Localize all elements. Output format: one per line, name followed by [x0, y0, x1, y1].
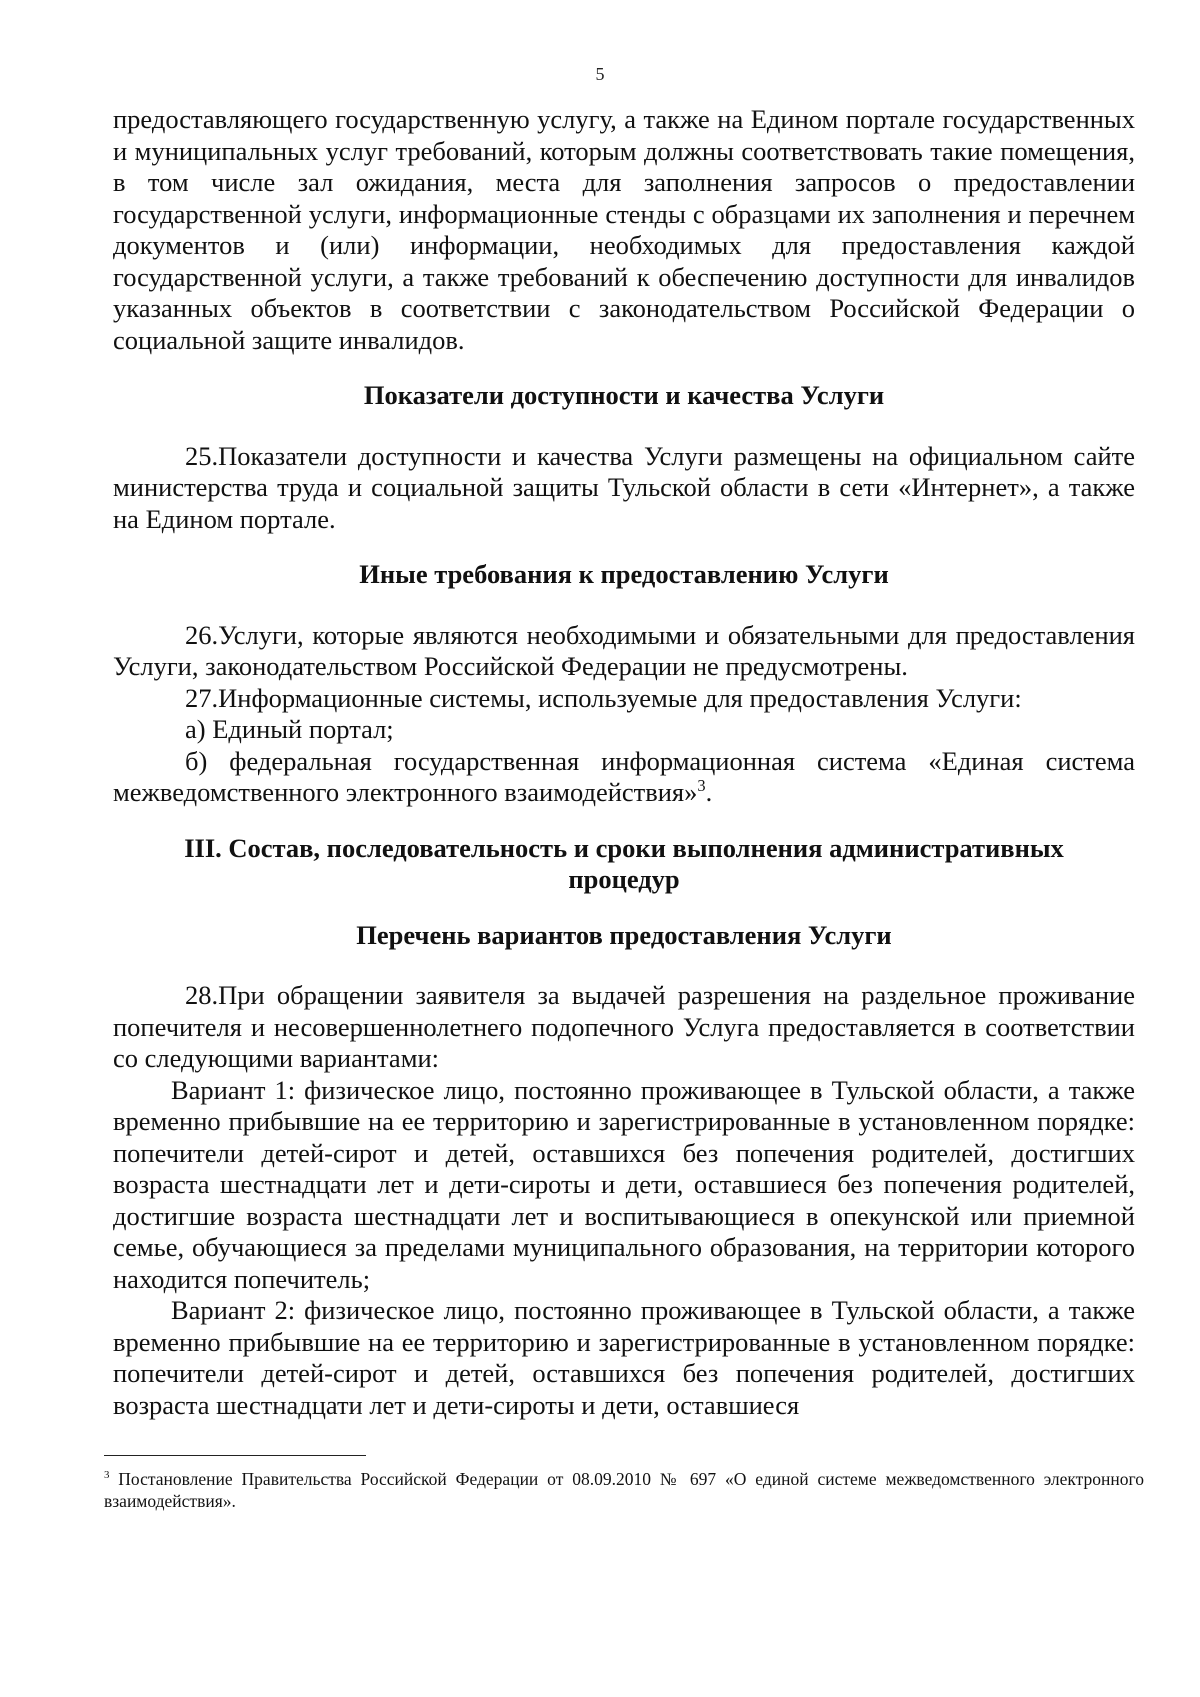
section-heading-iii — [113, 833, 1135, 896]
footnote-number: 3 — [104, 1469, 110, 1482]
footnote — [104, 1468, 1144, 1512]
list-item-b — [113, 746, 1135, 809]
list-item-b-text: б) федеральная государственная информационная система «Единая система межведомственного электронного взаимодействия» — [113, 745, 1135, 807]
paragraph-25: 25.Показатели доступности и качества Услуги размещены на официальном сайте министерства труда и социальной защиты Тульской области в сети «Интернет», а также на Едином портале. — [113, 440, 1135, 534]
footnote-text: Постановление Правительства Российской Федерации от 08.09.2010 № 697 «О единой системе межведомственного электронного взаимодействия». — [104, 1469, 1144, 1511]
page-number: 5 — [595, 64, 605, 84]
list-item-a: а) Единый портал; — [185, 714, 394, 744]
heading-other-requirements: Иные требования к предоставлению Услуги — [359, 559, 889, 589]
footnote-divider — [104, 1455, 366, 1456]
list-item-b-end: . — [705, 777, 713, 807]
section-heading-line-2: процедур — [568, 864, 680, 894]
section-heading-line-1: III. Состав, последовательность и сроки выполнения административных — [184, 832, 1064, 863]
footnote-reference[interactable]: 3 — [697, 776, 706, 796]
heading-accessibility-quality: Показатели доступности и качества Услуги — [363, 380, 885, 410]
variant-2: Вариант 2: физическое лицо, постоянно проживающее в Тульской области, а также временно прибывшие на ее территорию и зарегистрированные в установленном порядке: попечители детей-сирот и детей, оставшихся без попечения родителей, достигших возраста шестнадцати лет и дети-сироты и дети, оставшиеся — [113, 1295, 1135, 1420]
paragraph-28: 28.При обращении заявителя за выдачей разрешения на раздельное проживание попечителя и несовершеннолетнего подопечного Услуга предоставляется в соответствии со следующими вариантами: — [113, 980, 1135, 1073]
document-body — [113, 104, 1135, 1421]
paragraph-continuation: предоставляющего государственную услугу, а также на Едином портале государственных и муниципальных услуг требований, которым должны соответствовать такие помещения, в том числе зал ожидания, места для заполнения запросов о предоставлении государственной услуги, информационные стенды с образцами их заполнения и перечнем документов и (или) информации, необходимых для предоставления каждой государственной услуги, а также требований к обеспечению доступности для инвалидов указанных объектов в соответствии с законодательством Российской Федерации о социальной защите инвалидов. — [113, 104, 1135, 355]
variant-1: Вариант 1: физическое лицо, постоянно проживающее в Тульской области, а также временно прибывшие на ее территорию и зарегистрированные в установленном порядке: попечители детей-сирот и детей, оставшихся без попечения родителей, достигших возраста шестнадцати лет и дети-сироты и дети, оставшиеся без попечения родителей, достигшие возраста шестнадцати лет и воспитывающиеся в опекунской или приемной семье, обучающиеся за пределами муниципального образования, на территории которого находится попечитель; — [113, 1074, 1135, 1294]
paragraph-27: 27.Информационные системы, используемые для предоставления Услуги: — [185, 682, 1022, 713]
heading-variants-list: Перечень вариантов предоставления Услуги — [356, 919, 892, 950]
paragraph-26: 26.Услуги, которые являются необходимыми и обязательными для предоставления Услуги, законодательством Российской Федерации не предусмотрены. — [113, 619, 1135, 681]
